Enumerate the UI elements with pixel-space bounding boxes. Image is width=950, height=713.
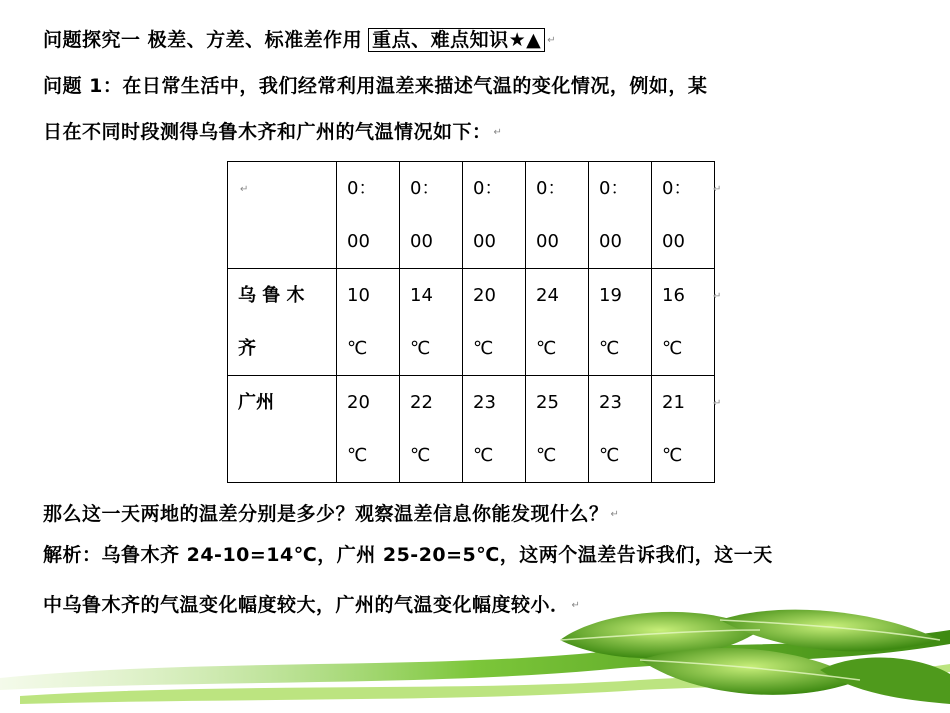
time-cell	[400, 162, 463, 269]
table-row	[228, 269, 715, 376]
temp-cell	[337, 376, 400, 483]
follow-up-text: 那么这一天两地的温差分别是多少？观察温差信息你能发现什么？	[43, 503, 609, 525]
temp-cell	[526, 269, 589, 376]
city-name: 齐	[238, 338, 256, 359]
temp-cell	[589, 376, 652, 483]
temp-value: 25	[536, 392, 559, 413]
city-name: 广州	[238, 392, 274, 413]
temp-unit: ℃	[473, 338, 494, 359]
temp-unit: ℃	[410, 338, 431, 359]
time-part: 0：	[662, 178, 692, 199]
paragraph-mark-icon: ↵	[547, 35, 557, 46]
temp-unit: ℃	[536, 338, 557, 359]
temp-cell	[463, 376, 526, 483]
question-text-2: 日在不同时段测得乌鲁木齐和广州的气温情况如下：	[43, 121, 492, 143]
time-cell	[337, 162, 400, 269]
temperature-table	[227, 161, 715, 483]
temp-unit: ℃	[599, 338, 620, 359]
section-heading	[43, 25, 556, 52]
temp-unit: ℃	[347, 445, 368, 466]
time-cell	[652, 162, 715, 269]
temp-cell	[652, 269, 715, 376]
temp-value: 21	[662, 392, 685, 413]
city-cell	[228, 376, 337, 483]
time-part: 00	[599, 231, 622, 252]
temp-value: 23	[599, 392, 622, 413]
temp-unit: ℃	[662, 338, 683, 359]
answer-line-1	[43, 540, 773, 567]
temp-cell	[463, 269, 526, 376]
time-part: 0：	[347, 178, 377, 199]
time-part: 0：	[473, 178, 503, 199]
temp-unit: ℃	[662, 445, 683, 466]
question-line-1	[43, 71, 707, 98]
temp-value: 24	[536, 285, 559, 306]
temp-cell	[400, 269, 463, 376]
corner-cell	[228, 162, 337, 269]
paragraph-mark-icon: ↵	[571, 600, 581, 611]
time-cell	[526, 162, 589, 269]
temp-value: 10	[347, 285, 370, 306]
time-part: 00	[662, 231, 685, 252]
temp-cell	[400, 376, 463, 483]
paragraph-mark-icon: ↵	[713, 398, 722, 409]
temp-value: 20	[347, 392, 370, 413]
temp-unit: ℃	[599, 445, 620, 466]
temp-unit: ℃	[410, 445, 431, 466]
time-part: 0：	[536, 178, 566, 199]
key-point-badge: 重点、难点知识★▲	[368, 28, 545, 52]
table-header-row	[228, 162, 715, 269]
answer-text-1: 解析：乌鲁木齐 24-10=14℃，广州 25-20=5℃，这两个温差告诉我们，这一天	[43, 544, 773, 566]
temp-cell	[652, 376, 715, 483]
temp-unit: ℃	[347, 338, 368, 359]
temp-cell	[589, 269, 652, 376]
temp-unit: ℃	[473, 445, 494, 466]
temp-value: 19	[599, 285, 622, 306]
temp-value: 20	[473, 285, 496, 306]
time-part: 00	[473, 231, 496, 252]
time-part: 00	[536, 231, 559, 252]
time-part: 0：	[599, 178, 629, 199]
temp-value: 16	[662, 285, 685, 306]
time-cell	[589, 162, 652, 269]
city-name: 乌 鲁 木	[238, 285, 305, 306]
question-text-1: 问题 1：在日常生活中，我们经常利用温差来描述气温的变化情况，例如，某	[43, 75, 708, 97]
temp-value: 22	[410, 392, 433, 413]
question-line-2	[43, 117, 502, 144]
temp-cell	[337, 269, 400, 376]
time-part: 00	[347, 231, 370, 252]
city-cell	[228, 269, 337, 376]
paragraph-mark-icon: ↵	[713, 184, 722, 195]
paragraph-mark-icon: ↵	[493, 127, 503, 138]
paragraph-mark-icon: ↵	[713, 291, 722, 302]
follow-up-question	[43, 499, 619, 526]
time-cell	[463, 162, 526, 269]
time-part: 00	[410, 231, 433, 252]
temp-value: 23	[473, 392, 496, 413]
temp-unit: ℃	[536, 445, 557, 466]
answer-text-2: 中乌鲁木齐的气温变化幅度较大，广州的气温变化幅度较小．	[43, 594, 570, 616]
temp-value: 14	[410, 285, 433, 306]
table-row	[228, 376, 715, 483]
leaf-decoration	[0, 600, 950, 713]
heading-title: 问题探究一 极差、方差、标准差作用	[43, 29, 363, 51]
paragraph-mark-icon: ↵	[240, 183, 249, 195]
temp-cell	[526, 376, 589, 483]
paragraph-mark-icon: ↵	[610, 509, 620, 520]
time-part: 0：	[410, 178, 440, 199]
